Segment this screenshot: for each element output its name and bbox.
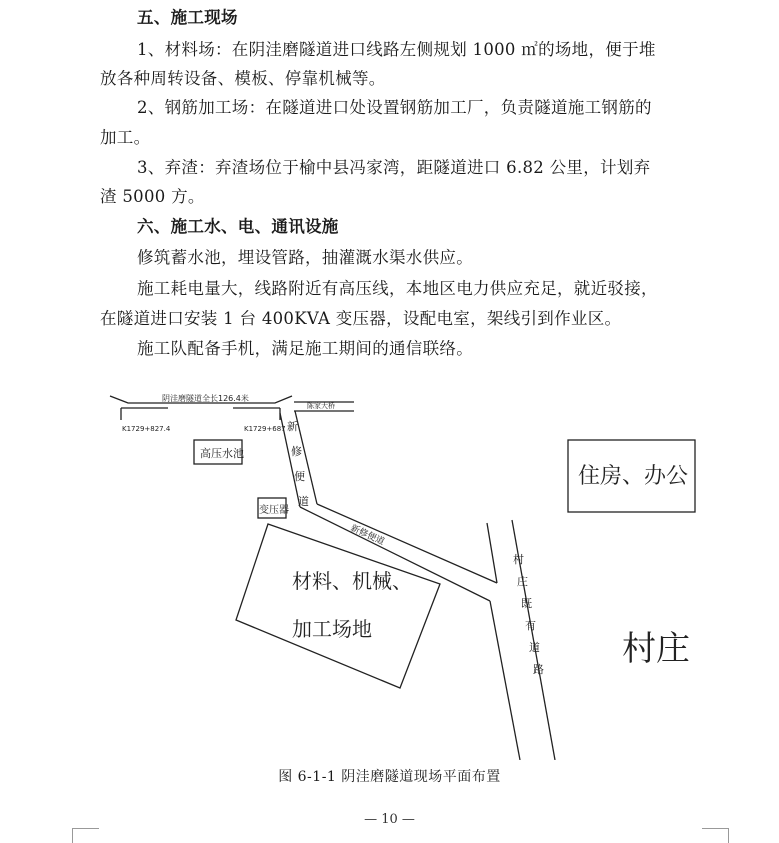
village-road-char: 村 [513, 553, 524, 566]
right-portal-label: K1729+687 [244, 425, 286, 433]
village-road-char: 有 [525, 619, 536, 632]
site-plan-diagram [0, 370, 779, 760]
paragraph-line: 3、弃渣：弃渣场位于榆中县冯家湾，距隧道进口 6.82 公里，计划弃 [137, 158, 651, 177]
access-road-char: 新 [287, 420, 298, 433]
village-road-char: 庄 [517, 575, 528, 588]
page-corner-mark [72, 828, 99, 843]
access-road-char: 便 [294, 470, 305, 483]
road-segment-text: 新修便道 [348, 523, 386, 548]
section-heading-utilities: 六、施工水、电、通讯设施 [137, 217, 339, 236]
left-portal-label: K1729+827.4 [122, 425, 171, 433]
village-road-char: 既 [521, 597, 532, 610]
tunnel-label: 阴洼磨隧道全长126.4米 [162, 394, 249, 403]
village-road-edge-left [490, 601, 520, 760]
page-number: — 10 — [364, 812, 415, 827]
paragraph-line: 修筑蓄水池，埋设管路，抽灌溉水渠水供应。 [137, 248, 473, 267]
figure-caption: 图 6-1-1 阴洼磨隧道现场平面布置 [278, 769, 501, 785]
paragraph-line: 放各种周转设备、模板、停靠机械等。 [100, 69, 386, 88]
paragraph-line: 施工耗电量大，线路附近有高压线，本地区电力供应充足，就近驳接， [137, 279, 658, 298]
paragraph-line: 施工队配备手机，满足施工期间的通信联络。 [137, 339, 473, 358]
access-road-char: 道 [298, 495, 309, 508]
village-road-edge-upper [487, 523, 497, 583]
page-corner-mark [702, 828, 729, 843]
paragraph-line: 1、材料场：在阴洼磨隧道进口线路左侧规划 1000 ㎡的场地，便于堆 [137, 40, 656, 59]
village-road-char: 路 [533, 663, 544, 676]
material-area-label-2: 加工场地 [292, 617, 372, 641]
village-label: 村庄 [622, 629, 690, 669]
paragraph-line: 在隧道进口安装 1 台 400KVA 变压器，设配电室，架线引到作业区。 [100, 309, 622, 328]
paragraph-line: 加工。 [100, 128, 151, 147]
material-area-outline [236, 524, 440, 688]
housing-office-label: 住房、办公 [578, 464, 689, 489]
transformer-label: 变压器 [259, 505, 289, 516]
village-road-char: 道 [529, 641, 540, 654]
bridge-label: 陈家大桥 [307, 402, 335, 410]
reservoir-label: 高压水池 [200, 447, 244, 460]
section-heading-site: 五、施工现场 [137, 8, 238, 27]
paragraph-line: 2、钢筋加工场：在隧道进口处设置钢筋加工厂，负责隧道施工钢筋的 [137, 98, 652, 117]
access-road-char: 修 [291, 445, 302, 458]
paragraph-line: 渣 5000 方。 [100, 187, 205, 206]
material-area-label-1: 材料、机械、 [292, 569, 412, 593]
